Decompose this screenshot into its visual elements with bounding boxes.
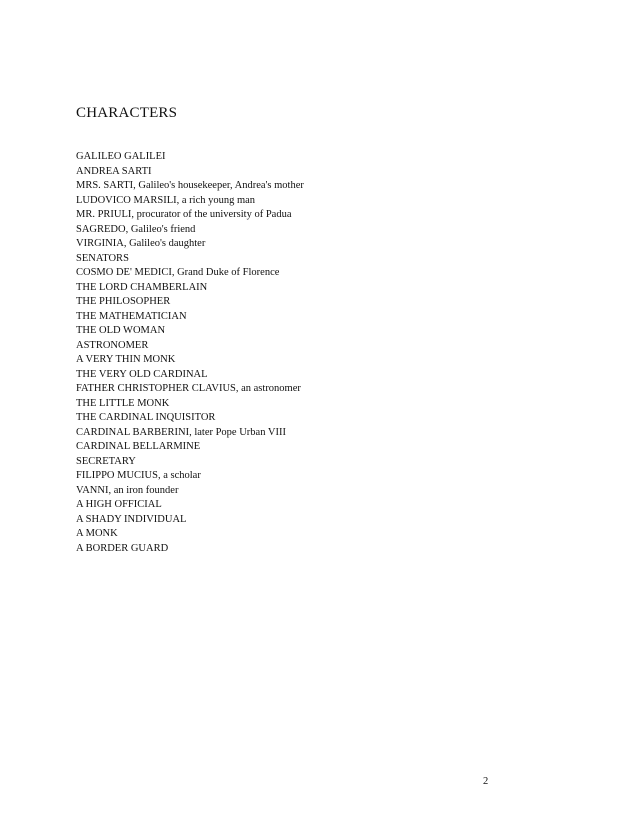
- character-item: THE VERY OLD CARDINAL: [76, 368, 208, 380]
- character-item: MRS. SARTI, Galileo's housekeeper, Andrea's mother: [76, 180, 304, 191]
- character-item: A SHADY INDIVIDUAL: [76, 513, 187, 525]
- character-item: COSMO DE' MEDICI, Grand Duke of Florence: [76, 267, 280, 278]
- character-item: MR. PRIULI, procurator of the university of Padua: [76, 209, 292, 220]
- character-item: CARDINAL BARBERINI, later Pope Urban VIII: [76, 426, 286, 438]
- page-number: 2: [483, 776, 489, 787]
- character-item: THE CARDINAL INQUISITOR: [76, 412, 216, 423]
- character-item: LUDOVICO MARSILI, a rich young man: [76, 194, 256, 206]
- character-item: VANNI, an iron founder: [76, 484, 179, 496]
- character-item: A MONK: [76, 528, 118, 539]
- character-item: A HIGH OFFICIAL: [76, 499, 162, 510]
- character-item: SECRETARY: [76, 455, 136, 467]
- character-list: [76, 150, 304, 556]
- character-item: ASTRONOMER: [76, 339, 149, 351]
- character-item: SENATORS: [76, 252, 129, 264]
- character-item: FILIPPO MUCIUS, a scholar: [76, 470, 201, 481]
- character-item: THE PHILOSOPHER: [76, 296, 171, 307]
- character-item: SAGREDO, Galileo's friend: [76, 223, 196, 235]
- character-item: THE MATHEMATICIAN: [76, 310, 187, 322]
- character-item: THE OLD WOMAN: [76, 325, 166, 336]
- character-item: CARDINAL BELLARMINE: [76, 441, 201, 452]
- character-item: A BORDER GUARD: [76, 542, 169, 554]
- character-item: THE LORD CHAMBERLAIN: [76, 281, 208, 293]
- character-item: ANDREA SARTI: [76, 165, 152, 177]
- character-item: A VERY THIN MONK: [76, 354, 176, 365]
- character-item: GALILEO GALILEI: [76, 151, 166, 162]
- character-item: VIRGINIA, Galileo's daughter: [76, 238, 206, 249]
- page-title: CHARACTERS: [76, 105, 178, 121]
- character-item: FATHER CHRISTOPHER CLAVIUS, an astronomer: [76, 383, 301, 394]
- character-item: THE LITTLE MONK: [76, 397, 170, 409]
